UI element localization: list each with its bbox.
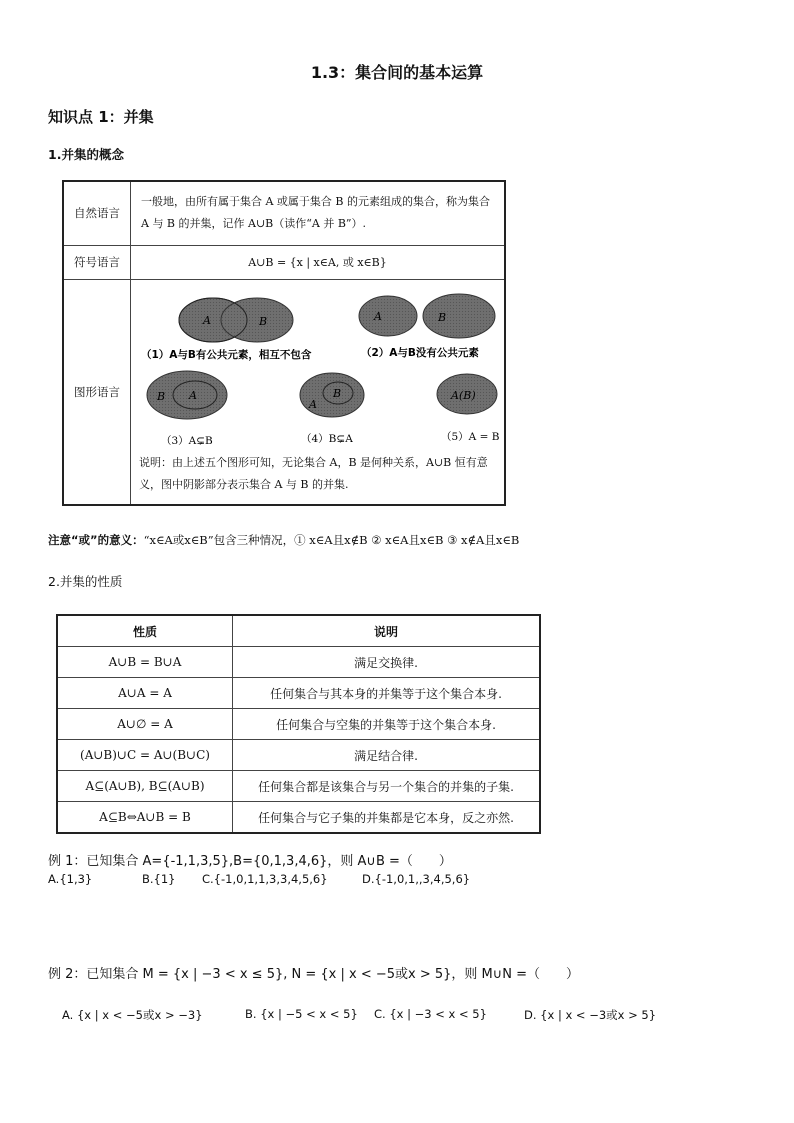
union-properties-table bbox=[56, 614, 541, 834]
caption-5: （5）A = B bbox=[441, 430, 500, 443]
example1-option-c: C.{-1,0,1,1,3,3,4,5,6} bbox=[202, 872, 328, 886]
explanation-cell: 满足结合律. bbox=[233, 740, 541, 771]
caption-2: （2）A与B没有公共元素 bbox=[361, 346, 479, 359]
caption-4: （4）B⊊A bbox=[301, 432, 353, 445]
row-label-natural: 自然语言 bbox=[63, 181, 131, 245]
union-concept-table bbox=[62, 180, 506, 506]
explanation-cell: 任何集合与它子集的并集都是它本身，反之亦然. bbox=[233, 802, 541, 834]
explanation-cell: 任何集合都是该集合与另一个集合的并集的子集. bbox=[233, 771, 541, 802]
example1-option-d: D.{-1,0,1,,3,4,5,6} bbox=[362, 872, 471, 886]
caption-1: （1）A与B有公共元素，相互不包含 bbox=[141, 348, 312, 361]
header-explanation: 说明 bbox=[233, 615, 541, 647]
explanation-cell: 满足交换律. bbox=[233, 647, 541, 678]
subheading-concept: 1.并集的概念 bbox=[48, 147, 124, 162]
explanation-cell: 任何集合与空集的并集等于这个集合本身. bbox=[233, 709, 541, 740]
subheading-properties: 2.并集的性质 bbox=[48, 574, 123, 589]
venn-a-subset-b-diagram bbox=[147, 371, 227, 419]
label-b: B bbox=[438, 310, 447, 324]
label-b: B bbox=[157, 389, 166, 403]
property-cell: A∪A = A bbox=[57, 678, 233, 709]
property-cell: (A∪B)∪C = A∪(B∪C) bbox=[57, 740, 233, 771]
table-row bbox=[57, 740, 540, 771]
example1-question: 例 1：已知集合 A={-1,1,3,5},B={0,1,3,4,6}，则 A∪B =（ ） bbox=[48, 854, 452, 869]
property-cell: A∪B = B∪A bbox=[57, 647, 233, 678]
example2-question: 例 2：已知集合 M = {x | −3 < x ≤ 5}, N = {x | x < −5或x > 5}，则 M∪N =（ ） bbox=[48, 967, 580, 982]
example2-option-b: B. {x | −5 < x < 5} bbox=[245, 1007, 358, 1021]
table-row bbox=[57, 678, 540, 709]
label-a: A bbox=[189, 388, 197, 402]
attention-line bbox=[48, 532, 519, 548]
attention-text: “x∈A或x∈B”包含三种情况，① x∈A且x∉B ② x∈A且x∈B ③ x∉A且x∈B bbox=[143, 533, 520, 547]
label-a: A bbox=[309, 397, 317, 411]
section-heading-union: 知识点 1：并集 bbox=[48, 108, 154, 126]
table-row bbox=[57, 647, 540, 678]
label-ab: A(B) bbox=[451, 388, 476, 402]
example1-option-b: B.{1} bbox=[142, 872, 176, 886]
page-title: 1.3：集合间的基本运算 bbox=[310, 63, 484, 82]
venn-diagrams-cell bbox=[131, 279, 506, 505]
natural-language-text: 一般地，由所有属于集合 A 或属于集合 B 的元素组成的集合，称为集合 A 与 B 的并集，记作 A∪B（读作“A 并 B”）. bbox=[131, 181, 506, 245]
table-row bbox=[57, 802, 540, 834]
example1-option-a: A.{1,3} bbox=[48, 872, 93, 886]
venn-overlap-diagram bbox=[179, 298, 293, 342]
explanation-cell: 任何集合与其本身的并集等于这个集合本身. bbox=[233, 678, 541, 709]
example2-option-c: C. {x | −3 < x < 5} bbox=[374, 1007, 487, 1021]
label-b: B bbox=[259, 314, 268, 328]
label-a: A bbox=[203, 313, 211, 327]
label-b: B bbox=[333, 386, 342, 400]
table-row bbox=[57, 771, 540, 802]
example2-option-d: D. {x | x < −3或x > 5} bbox=[524, 1008, 657, 1022]
attention-label: 注意“或”的意义： bbox=[48, 533, 144, 547]
table-row bbox=[57, 709, 540, 740]
property-cell: A⊆B⇔A∪B = B bbox=[57, 802, 233, 834]
venn-disjoint-diagram bbox=[359, 294, 495, 338]
venn-b-subset-a-diagram bbox=[300, 373, 364, 417]
label-a: A bbox=[374, 309, 382, 323]
property-cell: A∪∅ = A bbox=[57, 709, 233, 740]
property-cell: A⊆(A∪B), B⊆(A∪B) bbox=[57, 771, 233, 802]
row-label-graphic: 图形语言 bbox=[63, 279, 131, 505]
row-label-symbol: 符号语言 bbox=[63, 245, 131, 279]
venn-equal-diagram bbox=[437, 374, 497, 414]
diagram-note: 说明：由上述五个图形可知，无论集合 A，B 是何种关系，A∪B 恒有意义，图中阴影部分表示集合 A 与 B 的并集. bbox=[139, 455, 488, 491]
symbol-language-text: A∪B = {x | x∈A, 或 x∈B} bbox=[131, 245, 506, 279]
header-property: 性质 bbox=[57, 615, 233, 647]
example2-option-a: A. {x | x < −5或x > −3} bbox=[62, 1008, 203, 1022]
caption-3: （3）A⊊B bbox=[161, 434, 213, 447]
